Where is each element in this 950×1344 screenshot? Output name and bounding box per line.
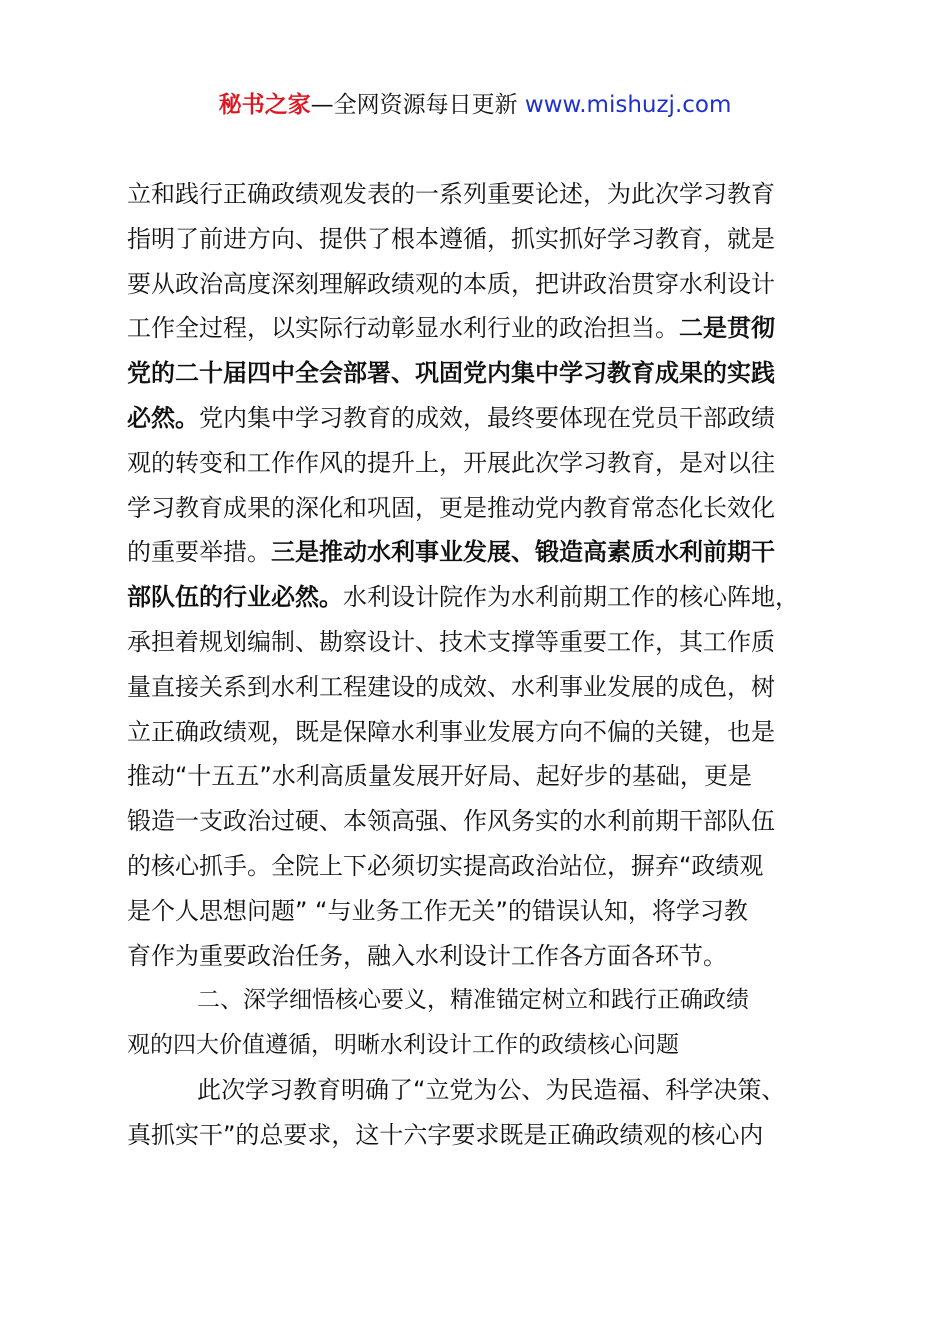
bold-text-segment: 二是贯彻 (679, 314, 775, 343)
paragraph-line (127, 889, 833, 934)
paragraph-line (127, 172, 833, 217)
paragraph-line (127, 1113, 833, 1158)
section-heading-line (127, 1023, 833, 1068)
text-segment: 的核心抓手。全院上下必须切实提高政治站位，摒弃“政绩观 (127, 851, 764, 880)
paragraph-line (127, 710, 833, 755)
document-body (127, 172, 833, 1158)
bold-text-segment: 部队伍的行业必然。 (127, 583, 343, 612)
paragraph-line (127, 351, 833, 396)
text-segment: 育作为重要政治任务，融入水利设计工作各方面各环节。 (127, 941, 727, 970)
text-segment: 观的四大价值遵循，明晰水利设计工作的政绩核心问题 (127, 1032, 679, 1059)
paragraph-line (127, 262, 833, 307)
brand-name: 秘书之家 (218, 92, 311, 118)
text-segment: 工作全过程，以实际行动彰显水利行业的政治担当。 (127, 314, 679, 343)
paragraph-line (127, 441, 833, 486)
paragraph-line (127, 530, 833, 575)
paragraph-line (127, 486, 833, 531)
paragraph-line (127, 934, 833, 979)
bold-text-segment: 三是推动水利事业发展、锻造高素质水利前期干 (271, 538, 775, 567)
text-segment: 的重要举措。 (127, 538, 271, 567)
paragraph-line (127, 396, 833, 441)
page-header (0, 88, 950, 122)
text-segment: 是个人思想问题” “与业务工作无关”的错误认知，将学习教 (127, 896, 748, 925)
paragraph-line (127, 799, 833, 844)
text-segment: 立和践行正确政绩观发表的一系列重要论述，为此次学习教育 (127, 180, 775, 208)
text-segment: 指明了前进方向、提供了根本遵循，抓实抓好学习教育，就是 (127, 224, 775, 253)
paragraph-line (127, 754, 833, 799)
text-segment: 推动“十五五”水利高质量发展开好局、起好步的基础，更是 (127, 762, 752, 791)
text-segment: 真抓实干”的总要求，这十六字要求既是正确政绩观的核心内 (127, 1120, 764, 1149)
paragraph-line (127, 306, 833, 351)
text-segment: 二、深学细悟核心要义，精准锚定树立和践行正确政绩 (197, 987, 749, 1014)
paragraph-line (127, 575, 833, 620)
header-tagline: —全网资源每日更新 (310, 92, 518, 118)
section-heading-line (127, 978, 833, 1023)
paragraph-line (127, 620, 833, 665)
bold-text-segment: 党的二十届四中全会部署、巩固党内集中学习教育成果的实践 (127, 359, 775, 388)
paragraph-line (127, 1068, 833, 1113)
paragraph-line (127, 844, 833, 889)
text-segment: 承担着规划编制、勘察设计、技术支撑等重要工作，其工作质 (127, 627, 775, 656)
text-segment: 要从政治高度深刻理解政绩观的本质，把讲政治贯穿水利设计 (127, 269, 775, 298)
text-segment: 学习教育成果的深化和巩固，更是推动党内教育常态化长效化 (127, 493, 775, 522)
paragraph-line (127, 665, 833, 710)
header-url-link[interactable]: www.mishuzj.com (524, 92, 732, 118)
paragraph-line (127, 217, 833, 262)
text-segment: 量直接关系到水利工程建设的成效、水利事业发展的成色，树 (127, 672, 775, 701)
text-segment: 党内集中学习教育的成效，最终要体现在党员干部政绩 (199, 403, 775, 432)
text-segment: 观的转变和工作作风的提升上，开展此次学习教育，是对以往 (127, 448, 775, 477)
text-segment: 水利设计院作为水利前期工作的核心阵地， (343, 583, 799, 612)
text-segment: 锻造一支政治过硬、本领高强、作风务实的水利前期干部队伍 (127, 807, 775, 836)
text-segment: 立正确政绩观，既是保障水利事业发展方向不偏的关键，也是 (127, 717, 775, 746)
text-segment: 此次学习教育明确了“立党为公、为民造福、科学决策、 (197, 1075, 786, 1104)
bold-text-segment: 必然。 (127, 403, 199, 432)
